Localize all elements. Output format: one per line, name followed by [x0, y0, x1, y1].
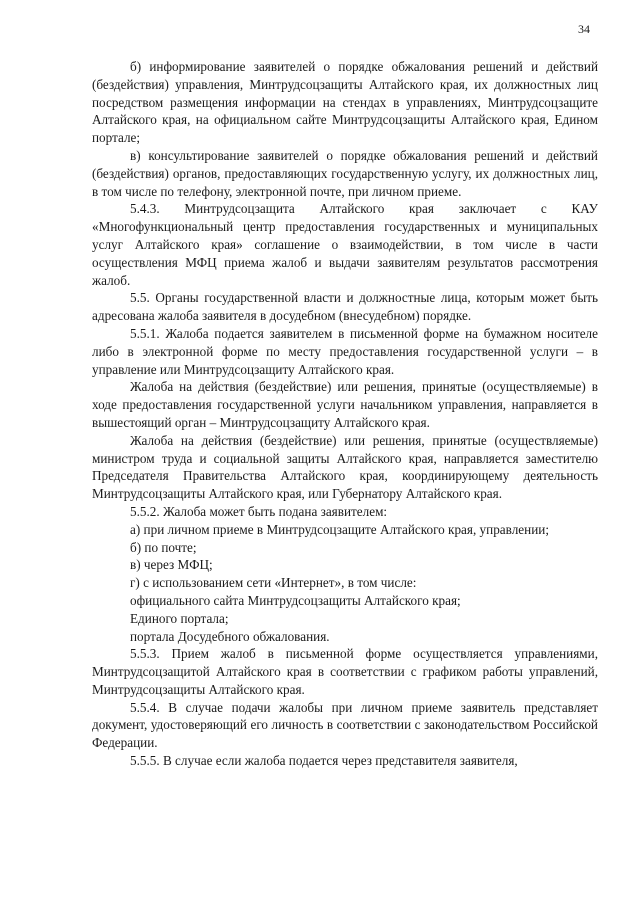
paragraph-5-5-1: 5.5.1. Жалоба подается заявителем в письменной форме на бумажном носителе либо в электронной форме по месту предоставления государственной услуги – в управление или Минтрудсоцзащиту Алтайского края. — [92, 325, 598, 377]
page-number: 34 — [578, 22, 590, 36]
paragraph-5-5-4: 5.5.4. В случае подачи жалобы при личном приеме заявитель представляет документ, удостоверяющий его личность в соответствии с законодательством Российской Федерации. — [92, 699, 598, 751]
paragraph-complaint-head: Жалоба на действия (бездействие) или решения, принятые (осуществляемые) в ходе предоставления государственной услуги начальником управления, направляется в вышестоящий орган – Минтрудсоцзащиту Алтайского края. — [92, 379, 598, 430]
list-item-g: г) с использованием сети «Интернет», в том числе: — [130, 575, 417, 591]
document-body — [92, 58, 598, 770]
list-subitem-unified-portal: Единого портала; — [130, 610, 229, 626]
paragraph-5-5-5: 5.5.5. В случае если жалоба подается через представителя заявителя, — [130, 753, 518, 769]
paragraph-5-4-3: 5.4.3. Минтрудсоцзащита Алтайского края заключает с КАУ «Многофункциональный центр предоставления государственных и муниципальных услуг Алтайского края» соглашение о взаимодействии, в том числе в части осуществления МФЦ приема жалоб и выдачи заявителям результатов рассмотрения жалоб. — [92, 201, 598, 288]
list-item-b: б) по почте; — [130, 539, 197, 555]
list-item-a: а) при личном приеме в Минтрудсоцзащите Алтайского края, управлении; — [130, 521, 549, 537]
paragraph-complaint-minister: Жалоба на действия (бездействие) или решения, принятые (осуществляемые) министром труда и социальной защиты Алтайского края, направляется заместителю Председателя Правительства Алтайского края, координирующему деятельность Минтрудсоцзащиты Алтайского края, или Губернатору Алтайского края. — [92, 432, 598, 502]
paragraph-5-5: 5.5. Органы государственной власти и должностные лица, которым может быть адресована жалоба заявителя в досудебном (внесудебном) порядке. — [92, 290, 598, 324]
list-item-v: в) через МФЦ; — [130, 557, 213, 573]
paragraph-v-consulting: в) консультирование заявителей о порядке обжалования решений и действий (бездействия) органов, предоставляющих государственную услугу, их должностных лиц, в том числе по телефону, электронной почте, при личном приеме. — [92, 147, 598, 199]
list-subitem-official-site: официального сайта Минтрудсоцзащиты Алтайского края; — [130, 592, 461, 608]
paragraph-5-5-2: 5.5.2. Жалоба может быть подана заявителем: — [130, 503, 388, 519]
paragraph-b-informing: б) информирование заявителей о порядке обжалования решений и действий (бездействия) управления, Минтрудсоцзащиты Алтайского края, их должностных лиц посредством размещения информации на стендах в управлениях, Минтрудсоцзащите Алтайского края, на официальном сайте Минтрудсоцзащиты Алтайского края, Едином портале; — [92, 59, 598, 146]
paragraph-5-5-3: 5.5.3. Прием жалоб в письменной форме осуществляется управлениями, Минтрудсоцзащитой Алтайского края в соответствии с графиком работы управлений, Минтрудсоцзащиты Алтайского края. — [92, 646, 598, 697]
list-subitem-pretrial-portal: портала Досудебного обжалования. — [130, 628, 330, 644]
